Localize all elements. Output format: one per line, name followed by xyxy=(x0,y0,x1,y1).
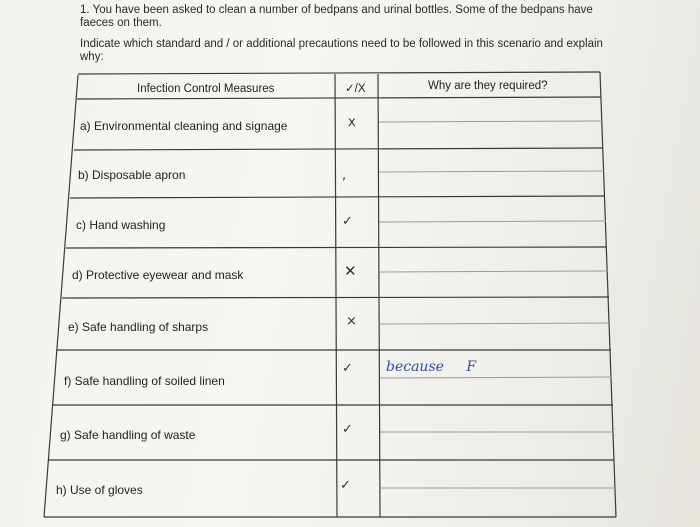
row-b-mark: , xyxy=(342,168,347,183)
row-d-measure: d) Protective eyewear and mask xyxy=(72,268,244,282)
row-g-measure: g) Safe handling of waste xyxy=(60,428,196,442)
row-h-mark: ✓ xyxy=(340,478,351,493)
row-f-why[interactable]: because F xyxy=(386,359,477,375)
row-a-measure: a) Environmental cleaning and signage xyxy=(80,119,288,133)
row-e-mark: × xyxy=(346,314,357,329)
row-f-measure: f) Safe handling of soiled linen xyxy=(64,374,225,388)
row-d-mark: ✕ xyxy=(344,262,357,280)
row-h-measure: h) Use of gloves xyxy=(56,483,143,497)
row-b-measure: b) Disposable apron xyxy=(78,168,186,182)
row-a-mark: x xyxy=(348,115,356,130)
row-c-mark: ✓ xyxy=(342,214,353,229)
row-c-measure: c) Hand washing xyxy=(76,218,166,232)
question-scenario: 1. You have been asked to clean a number of bedpans and urinal bottles. Some of the bedpans have faeces on them. xyxy=(80,4,593,29)
row-g-mark: ✓ xyxy=(342,422,353,437)
row-e-measure: e) Safe handling of sharps xyxy=(68,320,209,334)
question-instruction: Indicate which standard and / or additional precautions need to be followed in this scenario and explain why: xyxy=(80,38,603,63)
header-why: Why are they required? xyxy=(428,80,548,92)
header-tick-cross: ✓/X xyxy=(345,83,366,95)
row-f-mark: ✓ xyxy=(342,361,353,376)
header-measures: Infection Control Measures xyxy=(137,83,275,95)
